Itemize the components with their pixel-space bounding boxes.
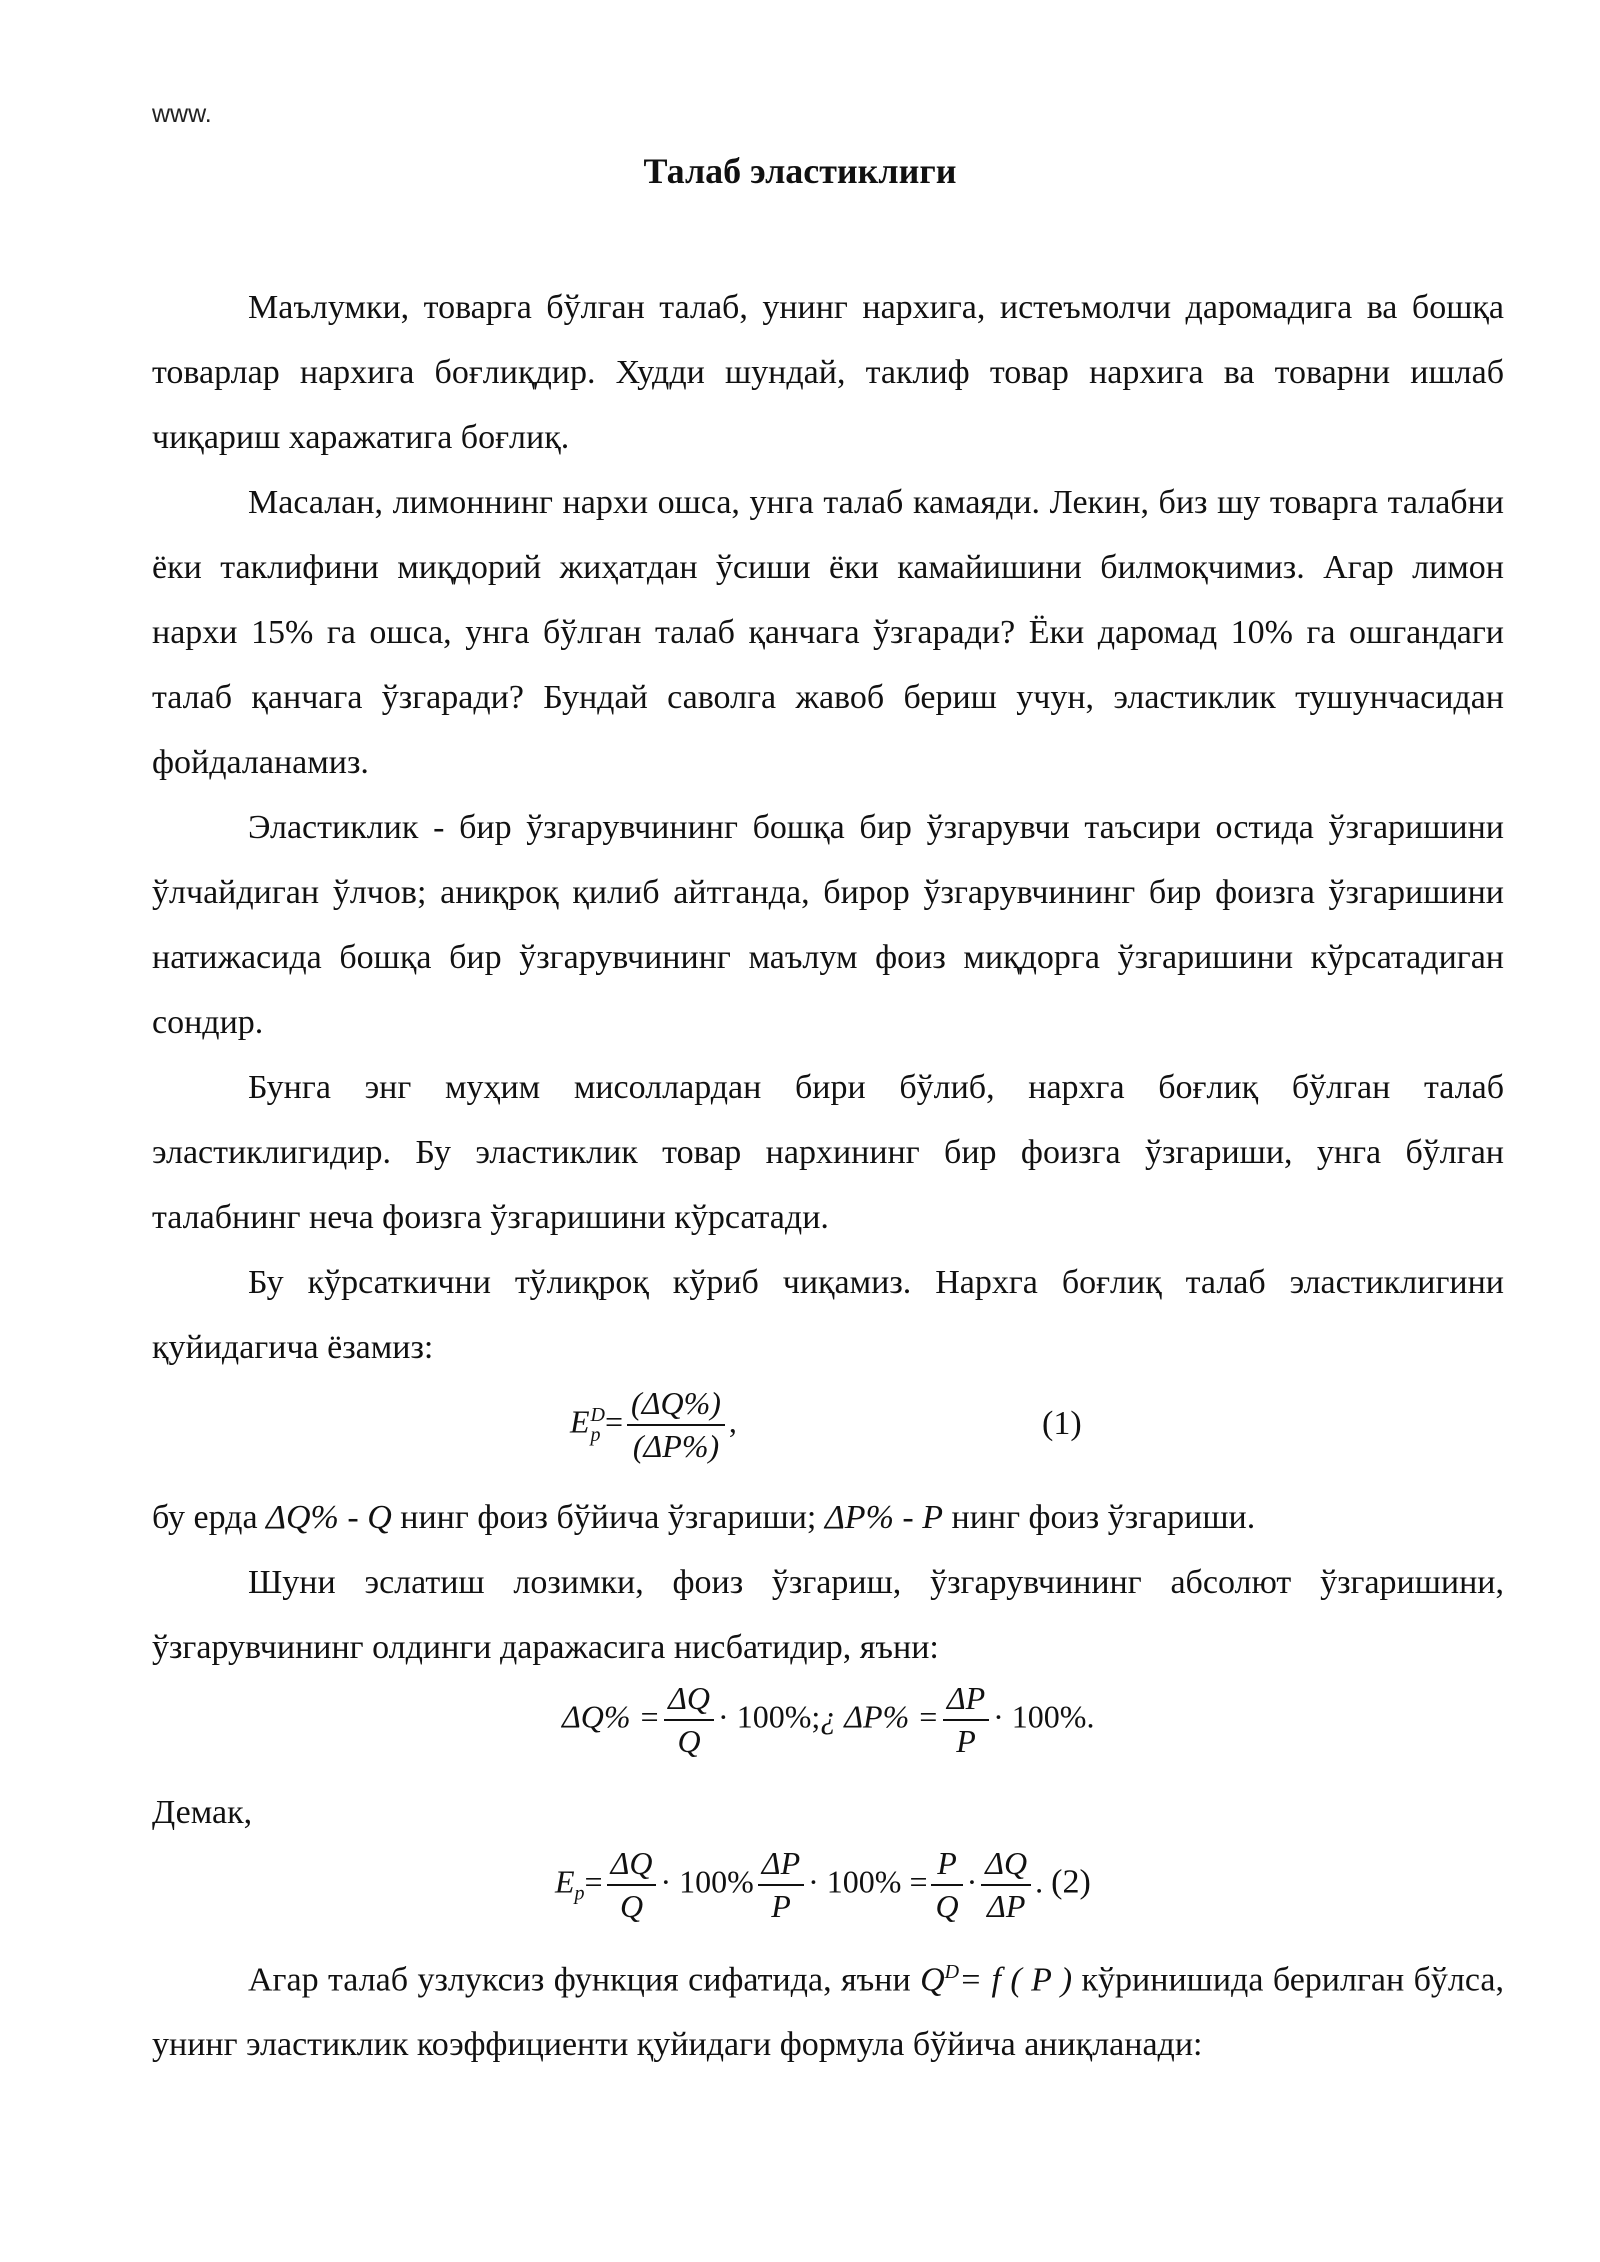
where-line: бу ерда ΔQ% - Q нинг фоиз бўйича ўзгариши; ΔP% - P нинг фоиз ўзгариши. xyxy=(152,1499,1256,1536)
formula-3-fraction-c: $\frac{P}{Q}$ xyxy=(931,1845,962,1925)
formula-1-numerator: (ΔQ%) xyxy=(627,1385,725,1426)
formula-1 xyxy=(570,1385,737,1465)
paragraph-1: Маълумки, товарга бўлган талаб, унинг нархига, истеъмолчи даромадига ва бошқа товарлар нархига боғлиқдир. Худди шундай, таклиф товар нархига ва товарни ишлаб чиқариш харажатига боғлиқ. xyxy=(152,289,1504,456)
formula-3: $E_p=$ $\frac{\Delta Q}{Q}$ · 100% $\frac{\Delta P}{P}$ · 100% = $\frac{P}{Q}$ · $\frac{\Delta Q}{\Delta P}$ . (2) xyxy=(555,1845,1091,1924)
page-title: Талаб эластиклиги xyxy=(643,151,957,191)
body-block-1 xyxy=(152,275,1504,1380)
p-symbol: P xyxy=(922,1499,943,1536)
dq-percent-symbol: ΔQ% xyxy=(266,1499,339,1536)
formula-3-fraction-d: $\frac{\Delta Q}{\Delta P}$ xyxy=(981,1845,1031,1925)
formula-1-equals: = xyxy=(605,1403,624,1440)
formula-1-denominator: (ΔP%) xyxy=(632,1428,720,1464)
formula-2: ΔQ% = $\frac{\Delta Q}{Q}$ · 100%;¿ ΔP% = $\frac{\Delta P}{P}$ · 100%. xyxy=(562,1680,1095,1759)
paragraph-5: Бу кўрсаткични тўлиқроқ кўриб чиқамиз. Нархга боғлиқ талаб эластиклигини қуйидагича ёзамиз: xyxy=(152,1264,1504,1366)
formula-1-sub: p xyxy=(590,1424,601,1446)
equation-number-1: (1) xyxy=(1042,1405,1082,1442)
paragraph-2: Масалан, лимоннинг нархи ошса, унга талаб камаяди. Лекин, биз шу товарга талабни ёки таклифини миқдорий жиҳатдан ўсиши ёки камайишини билмоқчимиз. Агар лимон нархи 15% га ошса, унга бўлган талаб қанчага ўзгаради? Ёки даромад 10% га ошгандаги талаб қанчага ўзгаради? Бундай саволга жавоб бериш учун, эластиклик тушунчасидан фойдаланамиз. xyxy=(152,484,1504,781)
header-url: www. xyxy=(152,100,212,128)
q-symbol: Q xyxy=(367,1499,392,1536)
paragraph-4: Бунга энг муҳим мисоллардан бири бўлиб, нархга боғлиқ бўлган талаб эластиклигидир. Бу эластиклик товар нархининг бир фоизга ўзгариши, унга бўлган талабнинг неча фоизга ўзгаришини кўрсатади. xyxy=(152,1069,1504,1236)
dp-percent-symbol: ΔP% xyxy=(824,1499,894,1536)
formula-1-lhs: E xyxy=(570,1403,590,1440)
formula-2-fraction-q: $\frac{\Delta Q}{Q}$ xyxy=(664,1680,714,1760)
formula-1-sup: D xyxy=(590,1404,605,1426)
paragraph-3: Эластиклик - бир ўзгарувчининг бошқа бир ўзгарувчи таъсири остида ўзгаришини ўлчайдиган ўлчов; аниқроқ қилиб айтганда, бирор ўзгарувчининг бир фоизга ўзгаришини натижасида бошқа бир ўзгарувчининг маълум фоиз миқдорга ўзгаришини кўрсатадиган сондир. xyxy=(152,809,1504,1041)
qd-symbol: Q xyxy=(920,1961,945,1999)
paragraph-reminder: Шуни эслатиш лозимки, фоиз ўзгариш, ўзгарувчининг абсолют ўзгаришини, ўзгарувчининг олдинги даражасига нисбатидир, яъни: xyxy=(152,1564,1504,1666)
demak-line: Демак, xyxy=(152,1794,253,1831)
formula-3-fraction-b: $\frac{\Delta P}{P}$ xyxy=(758,1845,804,1925)
formula-3-fraction-a: $\frac{\Delta Q}{Q}$ xyxy=(607,1845,657,1925)
formula-1-fraction xyxy=(627,1385,725,1465)
demand-function: = f ( P ) xyxy=(959,1961,1073,1999)
body-block-4 xyxy=(152,1940,1504,2077)
formula-1-comma: , xyxy=(728,1403,737,1440)
body-block-2 xyxy=(152,1485,1504,1680)
body-block-3 xyxy=(152,1780,1504,1845)
equation-number-2: (2) xyxy=(1051,1863,1091,1901)
paragraph-last: Агар талаб узлуксиз функция сифатида, яъни $Q^D= f$ ( P ) кўринишида берилган бўлса, унинг эластиклик коэффициенти қуйидаги формула бўйича аниқланади: xyxy=(152,1961,1504,2064)
formula-2-fraction-p: $\frac{\Delta P}{P}$ xyxy=(943,1680,989,1760)
